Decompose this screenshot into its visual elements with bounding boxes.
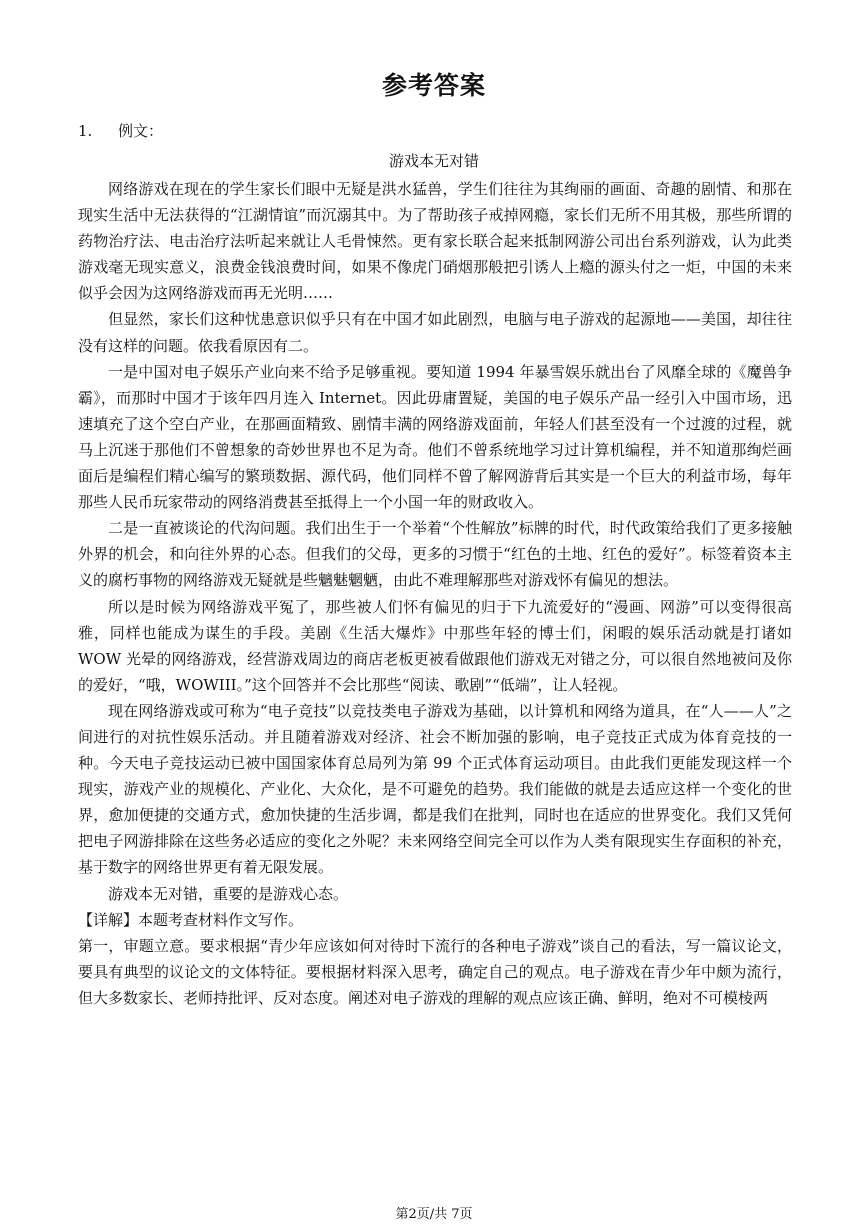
question-header [78, 120, 163, 141]
essay-title: 游戏本无对错 [388, 152, 479, 170]
analysis-heading: 【详解】本题考查材料作文写作。 [78, 910, 304, 929]
question-number: 1. [78, 122, 93, 140]
analysis-text: 第一，审题立意。要求根据“青少年应该如何对待时下流行的各种电子游戏”谈自己的看法，写一篇议论文，要具有典型的议论文的文体特征。要根据材料深入思考，确定自己的观点。电子游戏在青少年中颇为流行，但大多数家长、老师持批评、反对态度。阐述对电子游戏的理解的观点应该正确、鲜明，绝对不可模棱两 [78, 936, 792, 1007]
essay-paragraph-2: 但显然，家长们这种忧患意识似乎只有在中国才如此剧烈，电脑与电子游戏的起源地——美国，却往往没有这样的问题。依我看原因有二。 [78, 310, 792, 355]
essay-paragraph-1: 网络游戏在现在的学生家长们眼中无疑是洪水猛兽，学生们往往为其绚丽的画面、奇趣的剧情、和那在现实生活中无法获得的“江湖情谊”而沉溺其中。为了帮助孩子戒掉网瘾，家长们无所不用其极，那些所谓的药物治疗法、电击治疗法听起来就让人毛骨悚然。更有家长联合起来抵制网游公司出台系列游戏，认为此类游戏毫无现实意义，浪费金钱浪费时间，如果不像虎门硝烟那般把引诱人上瘾的源头付之一炬，中国的未来似乎会因为这网络游戏而再无光明…… [78, 180, 792, 303]
essay-paragraph-4: 二是一直被谈论的代沟问题。我们出生于一个举着“个性解放”标牌的时代，时代政策给我们了更多接触外界的机会，和向往外界的心态。但我们的父母，更多的习惯于“红色的土地、红色的爱好”。标签着资本主义的腐朽事物的网络游戏无疑就是些魑魅魍魉，由此不难理解那些对游戏怀有偏见的想法。 [78, 519, 792, 590]
page-footer: 第2页/共 7页 [395, 1207, 473, 1222]
question-label: 例文： [118, 122, 164, 140]
essay-paragraph-6: 现在网络游戏或可称为“电子竞技”以竞技类电子游戏为基础，以计算机和网络为道具，在“人——人”之间进行的对抗性娱乐活动。并且随着游戏对经济、社会不断加强的影响，电子竞技正式成为体育竞技的一种。今天电子竞技运动已被中国国家体育总局列为第 99 个正式体育运动项目。由此我们更能发现这样一个现实，游戏产业的规模化、产业化、大众化，是不可避免的趋势。我们能做的就是去适应这样一个变化的世界，愈加便捷的交通方式，愈加快捷的生活步调，都是我们在批判，同时也在适应的世界变化。我们又凭何把电子网游排除在这些务必适应的变化之外呢？未来网络空间完全可以作为人类有限现实生存面积的补充，基于数字的网络世界更有着无限发展。 [78, 701, 792, 877]
essay-paragraph-7: 游戏本无对错，重要的是游戏心态。 [108, 884, 349, 903]
essay-body [78, 176, 792, 1011]
essay-paragraph-3: 一是中国对电子娱乐产业向来不给予足够重视。要知道 1994 年暴雪娱乐就出台了风靡全球的《魔兽争霸》，而那时中国才于该年四月连入 Internet。因此毋庸置疑，美国的电子娱乐产品一经引入中国市场，迅速填充了这个空白产业，在那画面精致、剧情丰满的网络游戏面前，年轻人们甚至没有一个过渡的过程，就马上沉迷于那他们不曾想象的奇妙世界也不足为奇。他们不曾系统地学习过计算机编程，并不知道那绚烂画面后是编程们精心编写的繁琐数据、源代码，他们同样不曾了解网游背后其实是一个巨大的利益市场，每年那些人民币玩家带动的网络消费甚至抵得上一个小国一年的财政收入。 [78, 362, 792, 512]
page-title: 参考答案 [381, 71, 486, 100]
essay-paragraph-5: 所以是时候为网络游戏平冤了，那些被人们怀有偏见的归于下九流爱好的“漫画、网游”可以变得很高雅，同样也能成为谋生的手段。美剧《生活大爆炸》中那些年轻的博士们，闲暇的娱乐活动就是打诸如 WOW 光晕的网络游戏，经营游戏周边的商店老板更被看做跟他们游戏无对错之分，可以很自然地被问及你的爱好，“哦，WOWIII。”这个回答并不会比那些“阅读、歌剧”“低端”，让人轻视。 [78, 597, 792, 694]
